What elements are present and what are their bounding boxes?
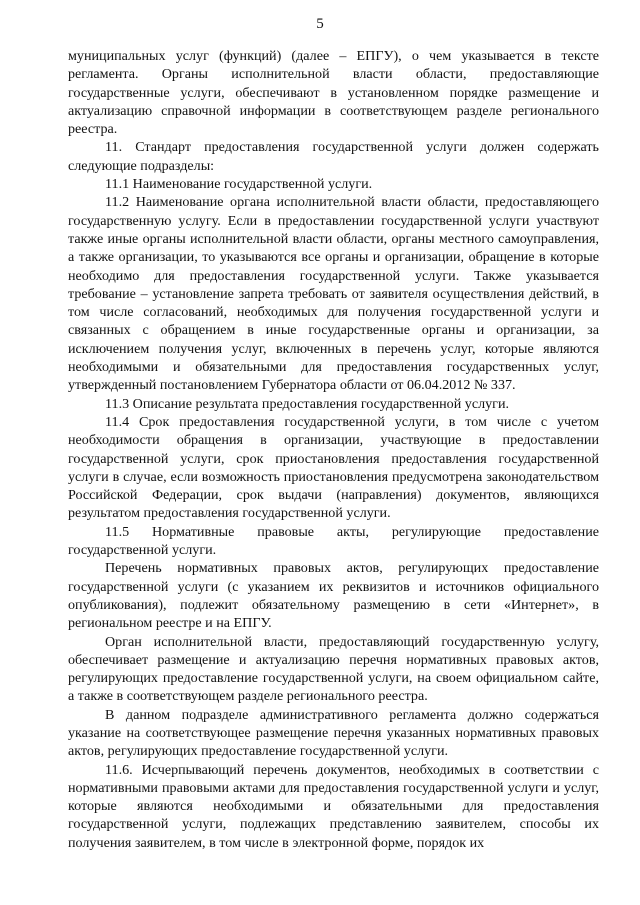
paragraph-11-4: 11.4 Срок предоставления государственной услуги, в том числе с учетом необходимости обращения в организации, участвующие в предоставлении государственной услуги, срок приостановления предоставления государственной услуги в случае, если возможность приостановления предусмотрена законодательством Российской Федерации, срок выдачи (направления) документов, являющихся результатом предоставления государственной услуги. (68, 413, 599, 522)
paragraph-11-1: 11.1 Наименование государственной услуги. (105, 176, 373, 193)
paragraph-executive-body: Орган исполнительной власти, предоставляющий государственную услугу, обеспечивает размещение и актуализацию перечня нормативных правовых актов, регулирующих предоставление государственной услуги, на своем официальном сайте, а также в соответствующем разделе регионального реестра. (68, 633, 599, 705)
paragraph-11-5: 11.5 Нормативные правовые акты, регулирующие предоставление государственной услуги. (68, 523, 599, 559)
paragraph-legal-acts-list: Перечень нормативных правовых актов, регулирующих предоставление государственной услуги (с указанием их реквизитов и источников официального опубликования), подлежит обязательному размещению в сети «Интернет», в региональном реестре и на ЕПГУ. (68, 560, 599, 632)
document-body (68, 47, 599, 852)
paragraph-11-3: 11.3 Описание результата предоставления государственной услуги. (105, 395, 510, 412)
paragraph-11-6: 11.6. Исчерпывающий перечень документов, необходимых в соответствии с нормативными правовыми актами для предоставления государственной услуги и услуг, которые являются необходимыми и обязательными для предоставления государственной услуги, подлежащих представлению заявителем, способы их получения заявителем, в том числе в электронной форме, порядок их (68, 761, 599, 851)
paragraph-subsection-note: В данном подразделе административного регламента должно содержаться указание на соответствующее размещение перечня указанных нормативных правовых актов, регулирующих предоставление государственной услуги. (68, 706, 599, 760)
paragraph-section-11: 11. Стандарт предоставления государственной услуги должен содержать следующие подразделы: (68, 139, 599, 174)
page-number: 5 (316, 16, 324, 32)
paragraph-continuation: муниципальных услуг (функций) (далее – ЕПГУ), о чем указывается в тексте регламента. Органы исполнительной власти области, предоставляющие государственные услуги, обеспечивают в установленном порядке размещение и актуализацию справочной информации в соответствующем разделе регионального реестра. (68, 48, 599, 138)
paragraph-11-2: 11.2 Наименование органа исполнительной власти области, предоставляющего государственную услугу. Если в предоставлении государственной услуги участвуют также иные органы исполнительной власти области, органы местного самоуправления, а также организации, то указываются все органы и организации, обращение в которые необходимо для предоставления государственной услуги. Также указывается требование – установление запрета требовать от заявителя осуществления действий, в том числе согласований, необходимых для получения государственной услуги и связанных с обращением в иные государственные органы и организации, за исключением получения услуг, включенных в перечень услуг, которые являются необходимыми и обязательными для предоставления государственных услуг, утвержденный постановлением Губернатора области от 06.04.2012 № 337. (68, 194, 599, 394)
